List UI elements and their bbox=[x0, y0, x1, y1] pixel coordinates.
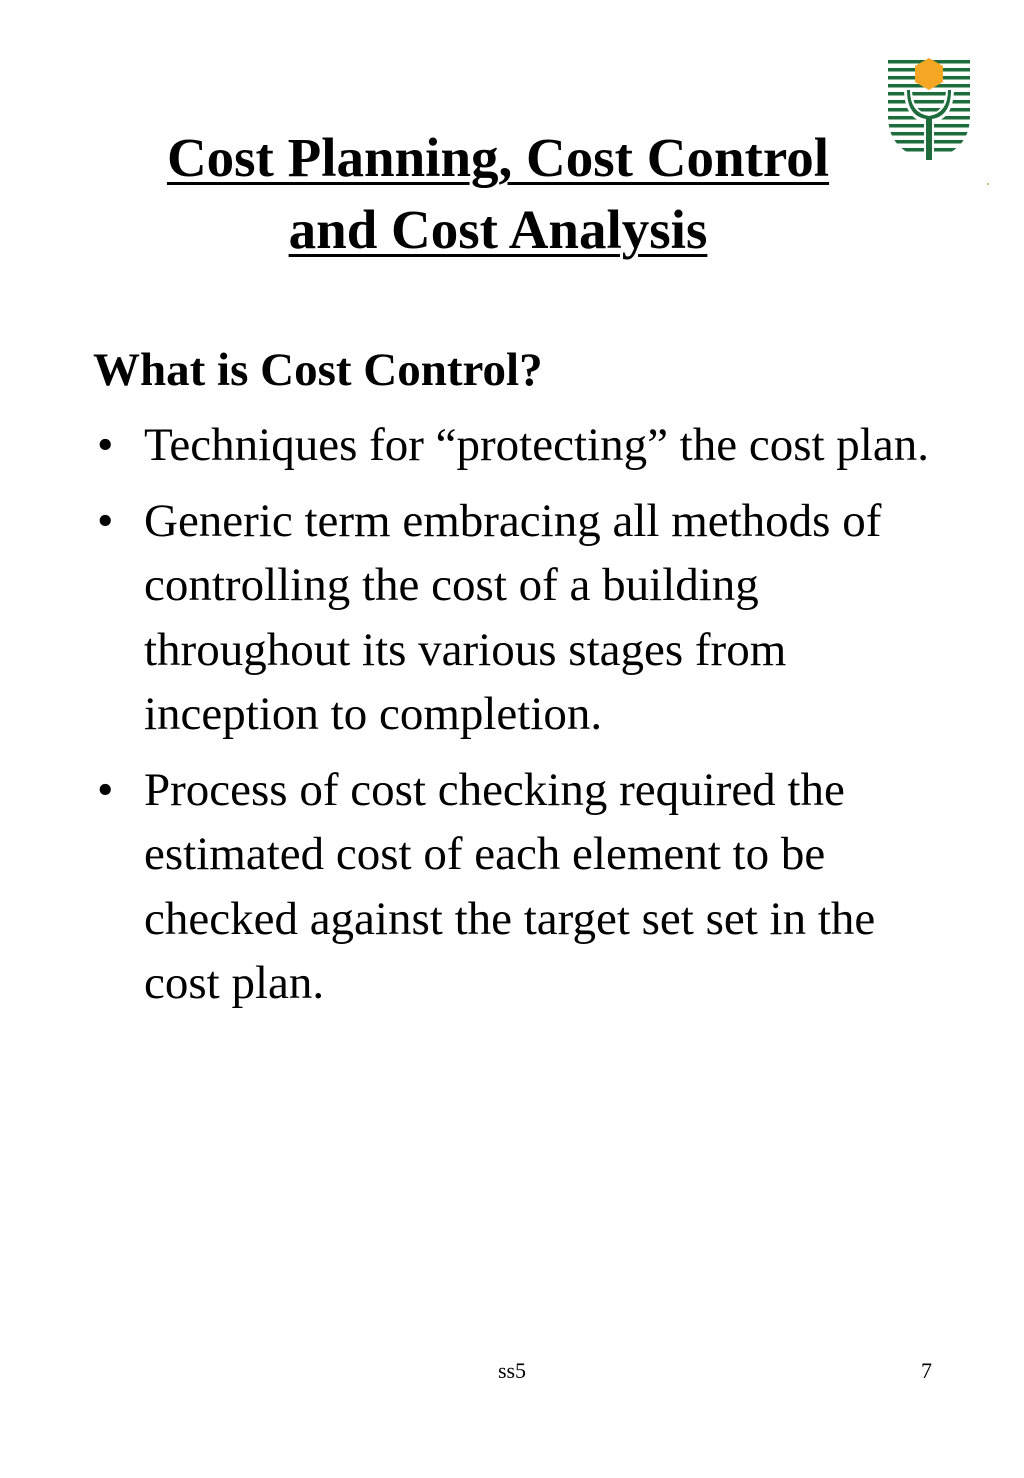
bullet-item bbox=[93, 413, 953, 478]
bullet-text: Generic term embracing all methods of controlling the cost of a building throughout its various stages from inception to completion. bbox=[144, 494, 882, 740]
page-number: 7 bbox=[921, 1358, 932, 1383]
section-subheading: What is Cost Control? bbox=[93, 344, 543, 396]
decorative-dot bbox=[987, 183, 989, 185]
bullet-text: Process of cost checking required the estimated cost of each element to be checked against the target set set in the cost plan. bbox=[144, 763, 876, 1009]
bullet-item bbox=[93, 758, 953, 1016]
bullet-item bbox=[93, 489, 953, 747]
bullet-marker: • bbox=[97, 494, 114, 547]
bullet-list bbox=[93, 413, 953, 1027]
title-line-2: and Cost Analysis bbox=[288, 199, 708, 260]
bullet-marker: • bbox=[97, 763, 114, 816]
university-shield-logo-icon bbox=[886, 56, 972, 162]
slide-title bbox=[60, 122, 936, 266]
footer-label: ss5 bbox=[497, 1358, 527, 1383]
bullet-text: Techniques for “protecting” the cost plan. bbox=[144, 419, 929, 471]
title-line-1: Cost Planning, Cost Control bbox=[166, 127, 830, 188]
bullet-marker: • bbox=[97, 419, 114, 471]
